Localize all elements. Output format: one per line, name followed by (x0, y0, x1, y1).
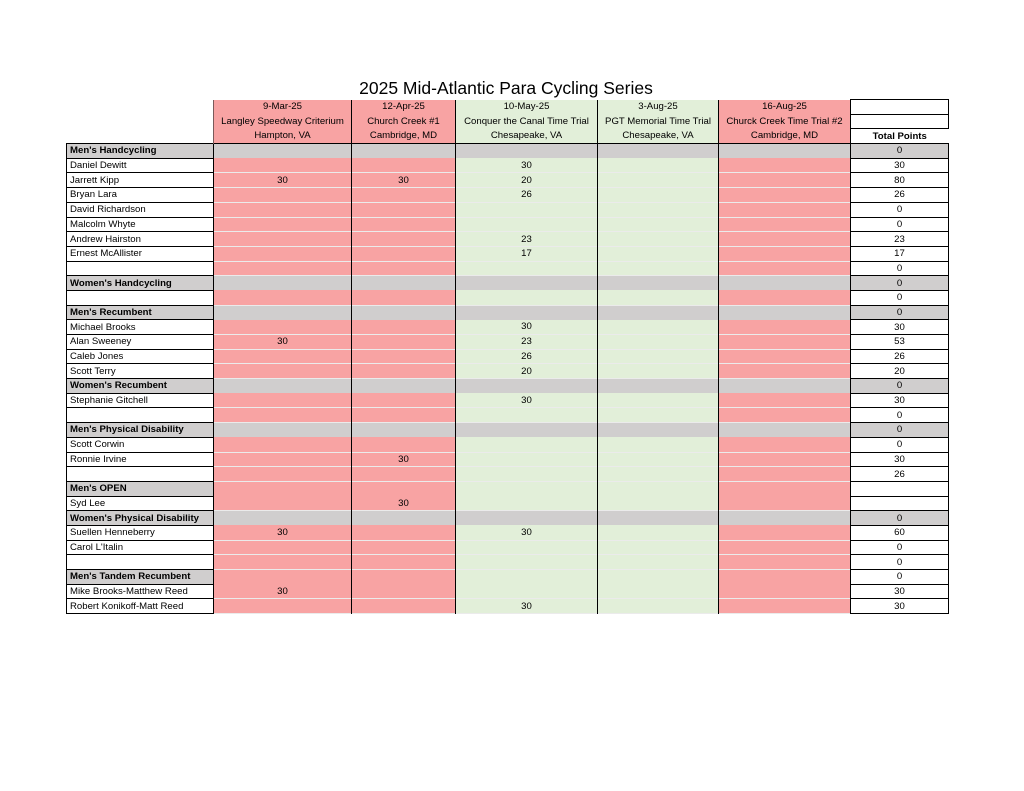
total-points-cell (851, 481, 949, 496)
score-cell-event-2 (352, 349, 456, 364)
score-cell-event-2: 30 (352, 452, 456, 467)
total-points-cell: 30 (851, 158, 949, 173)
total-points-cell: 0 (851, 202, 949, 217)
total-points-cell: 80 (851, 173, 949, 188)
score-cell-event-5 (719, 423, 851, 438)
score-cell-event-5 (719, 437, 851, 452)
category-name: Women's Handcycling (67, 276, 214, 291)
total-points-cell: 60 (851, 525, 949, 540)
score-cell-event-3 (456, 555, 598, 570)
score-cell-event-3 (456, 217, 598, 232)
score-cell-event-1 (214, 496, 352, 511)
rider-name: Scott Corwin (67, 437, 214, 452)
score-cell-event-3: 30 (456, 393, 598, 408)
total-points-cell: 23 (851, 232, 949, 247)
score-cell-event-2 (352, 276, 456, 291)
event-5-name: Churck Creek Time Trial #2 (719, 114, 851, 129)
score-cell-event-5 (719, 467, 851, 482)
score-cell-event-2 (352, 423, 456, 438)
score-cell-event-5 (719, 290, 851, 305)
score-cell-event-4 (598, 511, 719, 526)
score-cell-event-5 (719, 320, 851, 335)
score-cell-event-2 (352, 158, 456, 173)
table-row (67, 335, 949, 350)
standings-table (66, 99, 949, 614)
score-cell-event-4 (598, 364, 719, 379)
score-cell-event-4 (598, 540, 719, 555)
table-row (67, 290, 949, 305)
category-name: Men's Physical Disability (67, 423, 214, 438)
event-4-name: PGT Memorial Time Trial (598, 114, 719, 129)
event-5-location: Cambridge, MD (719, 129, 851, 144)
rider-name (67, 261, 214, 276)
score-cell-event-3 (456, 452, 598, 467)
score-cell-event-5 (719, 599, 851, 614)
score-cell-event-4 (598, 158, 719, 173)
score-cell-event-4 (598, 320, 719, 335)
score-cell-event-3 (456, 584, 598, 599)
event-1-date: 9-Mar-25 (214, 100, 352, 115)
total-points-cell: 53 (851, 335, 949, 350)
table-row (67, 246, 949, 261)
rider-name: Daniel Dewitt (67, 158, 214, 173)
score-cell-event-1 (214, 188, 352, 203)
table-row (67, 158, 949, 173)
category-name: Men's OPEN (67, 481, 214, 496)
score-cell-event-5 (719, 246, 851, 261)
rider-name: Bryan Lara (67, 188, 214, 203)
category-name: Women's Recumbent (67, 379, 214, 394)
score-cell-event-5 (719, 158, 851, 173)
table-row (67, 496, 949, 511)
score-cell-event-5 (719, 511, 851, 526)
total-points-cell: 0 (851, 423, 949, 438)
total-points-cell: 0 (851, 305, 949, 320)
score-cell-event-3 (456, 290, 598, 305)
score-cell-event-2 (352, 261, 456, 276)
score-cell-event-1 (214, 246, 352, 261)
score-cell-event-4 (598, 555, 719, 570)
event-2-location: Cambridge, MD (352, 129, 456, 144)
table-row (67, 202, 949, 217)
event-1-location: Hampton, VA (214, 129, 352, 144)
event-4-date: 3-Aug-25 (598, 100, 719, 115)
total-points-cell: 0 (851, 217, 949, 232)
score-cell-event-4 (598, 467, 719, 482)
score-cell-event-2 (352, 305, 456, 320)
score-cell-event-5 (719, 217, 851, 232)
score-cell-event-2 (352, 232, 456, 247)
score-cell-event-2 (352, 335, 456, 350)
total-header-blank-1 (851, 100, 949, 115)
score-cell-event-4 (598, 496, 719, 511)
total-points-cell: 0 (851, 570, 949, 585)
score-cell-event-3 (456, 202, 598, 217)
event-5-date: 16-Aug-25 (719, 100, 851, 115)
header-row-location (67, 129, 949, 144)
event-3-name: Conquer the Canal Time Trial (456, 114, 598, 129)
score-cell-event-3 (456, 276, 598, 291)
score-cell-event-2 (352, 437, 456, 452)
score-cell-event-4 (598, 232, 719, 247)
score-cell-event-4 (598, 246, 719, 261)
score-cell-event-4 (598, 423, 719, 438)
total-points-header: Total Points (851, 129, 949, 144)
rider-name (67, 555, 214, 570)
score-cell-event-4 (598, 570, 719, 585)
score-cell-event-5 (719, 379, 851, 394)
score-cell-event-3: 23 (456, 335, 598, 350)
table-row (67, 584, 949, 599)
score-cell-event-5 (719, 276, 851, 291)
score-cell-event-1 (214, 481, 352, 496)
score-cell-event-2 (352, 379, 456, 394)
score-cell-event-4 (598, 305, 719, 320)
score-cell-event-4 (598, 290, 719, 305)
table-row (67, 452, 949, 467)
score-cell-event-3 (456, 540, 598, 555)
score-cell-event-1 (214, 320, 352, 335)
score-cell-event-1 (214, 349, 352, 364)
category-row (67, 511, 949, 526)
score-cell-event-2 (352, 481, 456, 496)
header-corner (67, 129, 214, 144)
header-row-date (67, 100, 949, 115)
score-cell-event-4 (598, 452, 719, 467)
score-cell-event-1 (214, 144, 352, 159)
score-cell-event-1 (214, 452, 352, 467)
score-cell-event-5 (719, 144, 851, 159)
category-row (67, 305, 949, 320)
table-row (67, 525, 949, 540)
score-cell-event-4 (598, 437, 719, 452)
category-row (67, 379, 949, 394)
score-cell-event-3 (456, 144, 598, 159)
rider-name: Scott Terry (67, 364, 214, 379)
header-corner (67, 100, 214, 115)
score-cell-event-3: 30 (456, 158, 598, 173)
score-cell-event-4 (598, 261, 719, 276)
rider-name: Michael Brooks (67, 320, 214, 335)
total-points-cell: 0 (851, 379, 949, 394)
score-cell-event-3: 30 (456, 525, 598, 540)
score-cell-event-2 (352, 584, 456, 599)
total-points-cell: 0 (851, 555, 949, 570)
category-name: Women's Physical Disability (67, 511, 214, 526)
score-cell-event-4 (598, 202, 719, 217)
rider-name: Carol L'Italin (67, 540, 214, 555)
page-title: 2025 Mid-Atlantic Para Cycling Series (359, 78, 653, 98)
score-cell-event-1: 30 (214, 525, 352, 540)
rider-name (67, 290, 214, 305)
score-cell-event-1: 30 (214, 335, 352, 350)
total-points-cell: 0 (851, 276, 949, 291)
total-points-cell: 0 (851, 408, 949, 423)
rider-name: Suellen Henneberry (67, 525, 214, 540)
total-points-cell: 20 (851, 364, 949, 379)
score-cell-event-3: 17 (456, 246, 598, 261)
score-cell-event-4 (598, 217, 719, 232)
score-cell-event-3 (456, 496, 598, 511)
score-cell-event-3: 26 (456, 349, 598, 364)
event-4-location: Chesapeake, VA (598, 129, 719, 144)
rider-name: Mike Brooks-Matthew Reed (67, 584, 214, 599)
score-cell-event-2 (352, 217, 456, 232)
score-cell-event-4 (598, 393, 719, 408)
score-cell-event-3 (456, 570, 598, 585)
score-cell-event-2 (352, 599, 456, 614)
rider-name: Stephanie Gitchell (67, 393, 214, 408)
score-cell-event-1 (214, 379, 352, 394)
total-points-cell: 0 (851, 144, 949, 159)
score-cell-event-5 (719, 540, 851, 555)
event-2-date: 12-Apr-25 (352, 100, 456, 115)
score-cell-event-5 (719, 364, 851, 379)
score-cell-event-1 (214, 393, 352, 408)
category-name: Men's Handcycling (67, 144, 214, 159)
rider-name: Ronnie Irvine (67, 452, 214, 467)
score-cell-event-2 (352, 364, 456, 379)
total-header-blank-2 (851, 114, 949, 129)
rider-name (67, 467, 214, 482)
score-cell-event-3: 30 (456, 320, 598, 335)
score-cell-event-3 (456, 481, 598, 496)
score-cell-event-5 (719, 232, 851, 247)
score-cell-event-4 (598, 584, 719, 599)
score-cell-event-2 (352, 408, 456, 423)
score-cell-event-2 (352, 144, 456, 159)
rider-name (67, 408, 214, 423)
score-cell-event-3: 30 (456, 599, 598, 614)
score-cell-event-2 (352, 570, 456, 585)
score-cell-event-5 (719, 408, 851, 423)
table-row (67, 555, 949, 570)
score-cell-event-4 (598, 408, 719, 423)
total-points-cell: 17 (851, 246, 949, 261)
score-cell-event-3: 23 (456, 232, 598, 247)
score-cell-event-1 (214, 261, 352, 276)
score-cell-event-5 (719, 496, 851, 511)
total-points-cell: 26 (851, 349, 949, 364)
rider-name: Caleb Jones (67, 349, 214, 364)
score-cell-event-4 (598, 481, 719, 496)
score-cell-event-3: 26 (456, 188, 598, 203)
score-cell-event-2 (352, 555, 456, 570)
rider-name: Malcolm Whyte (67, 217, 214, 232)
score-cell-event-1 (214, 158, 352, 173)
total-points-cell: 30 (851, 393, 949, 408)
category-row (67, 481, 949, 496)
score-cell-event-1 (214, 423, 352, 438)
score-cell-event-4 (598, 349, 719, 364)
score-cell-event-5 (719, 305, 851, 320)
score-cell-event-1 (214, 408, 352, 423)
table-row (67, 173, 949, 188)
score-cell-event-1 (214, 437, 352, 452)
total-points-cell: 0 (851, 511, 949, 526)
score-cell-event-1 (214, 467, 352, 482)
rider-name: Ernest McAllister (67, 246, 214, 261)
score-cell-event-5 (719, 335, 851, 350)
score-cell-event-2 (352, 393, 456, 408)
score-cell-event-4 (598, 144, 719, 159)
score-cell-event-2 (352, 540, 456, 555)
score-cell-event-3 (456, 423, 598, 438)
score-cell-event-1 (214, 555, 352, 570)
score-cell-event-1: 30 (214, 584, 352, 599)
score-cell-event-3 (456, 511, 598, 526)
total-points-cell: 0 (851, 261, 949, 276)
score-cell-event-1 (214, 305, 352, 320)
category-row (67, 570, 949, 585)
rider-name: Jarrett Kipp (67, 173, 214, 188)
score-cell-event-5 (719, 261, 851, 276)
total-points-cell (851, 496, 949, 511)
rider-name: Robert Konikoff-Matt Reed (67, 599, 214, 614)
score-cell-event-3 (456, 437, 598, 452)
score-cell-event-5 (719, 570, 851, 585)
score-cell-event-2: 30 (352, 496, 456, 511)
score-cell-event-5 (719, 481, 851, 496)
table-row (67, 188, 949, 203)
score-cell-event-5 (719, 525, 851, 540)
table-row (67, 349, 949, 364)
score-cell-event-2 (352, 511, 456, 526)
score-cell-event-1 (214, 232, 352, 247)
total-points-cell: 0 (851, 437, 949, 452)
score-cell-event-3 (456, 379, 598, 394)
event-2-name: Church Creek #1 (352, 114, 456, 129)
table-row (67, 599, 949, 614)
table-row (67, 320, 949, 335)
score-cell-event-3 (456, 467, 598, 482)
table-row (67, 467, 949, 482)
score-cell-event-2 (352, 290, 456, 305)
table-row (67, 437, 949, 452)
event-1-name: Langley Speedway Criterium (214, 114, 352, 129)
table-row (67, 261, 949, 276)
score-cell-event-3 (456, 261, 598, 276)
rider-name: Syd Lee (67, 496, 214, 511)
score-cell-event-4 (598, 276, 719, 291)
table-row (67, 408, 949, 423)
score-cell-event-2 (352, 188, 456, 203)
total-points-cell: 26 (851, 467, 949, 482)
score-cell-event-3 (456, 305, 598, 320)
score-cell-event-2: 30 (352, 173, 456, 188)
score-cell-event-5 (719, 202, 851, 217)
score-cell-event-5 (719, 349, 851, 364)
category-name: Men's Tandem Recumbent (67, 570, 214, 585)
total-points-cell: 30 (851, 320, 949, 335)
score-cell-event-3: 20 (456, 364, 598, 379)
score-cell-event-5 (719, 555, 851, 570)
score-cell-event-3: 20 (456, 173, 598, 188)
score-cell-event-1 (214, 276, 352, 291)
table-row (67, 232, 949, 247)
table-row (67, 393, 949, 408)
table-row (67, 364, 949, 379)
score-cell-event-5 (719, 452, 851, 467)
score-cell-event-4 (598, 599, 719, 614)
score-cell-event-4 (598, 188, 719, 203)
score-cell-event-2 (352, 467, 456, 482)
score-cell-event-1 (214, 364, 352, 379)
score-cell-event-3 (456, 408, 598, 423)
event-3-location: Chesapeake, VA (456, 129, 598, 144)
rider-name: Alan Sweeney (67, 335, 214, 350)
score-cell-event-1 (214, 202, 352, 217)
score-cell-event-1 (214, 599, 352, 614)
score-cell-event-5 (719, 584, 851, 599)
table-row (67, 217, 949, 232)
score-cell-event-4 (598, 379, 719, 394)
header-corner (67, 114, 214, 129)
score-cell-event-1 (214, 540, 352, 555)
score-cell-event-1 (214, 217, 352, 232)
score-cell-event-4 (598, 335, 719, 350)
category-row (67, 423, 949, 438)
header-row-name (67, 114, 949, 129)
score-cell-event-2 (352, 202, 456, 217)
score-cell-event-2 (352, 320, 456, 335)
category-row (67, 276, 949, 291)
total-points-cell: 0 (851, 290, 949, 305)
score-cell-event-1: 30 (214, 173, 352, 188)
category-name: Men's Recumbent (67, 305, 214, 320)
score-cell-event-1 (214, 570, 352, 585)
score-cell-event-5 (719, 393, 851, 408)
score-cell-event-4 (598, 525, 719, 540)
score-cell-event-2 (352, 525, 456, 540)
score-cell-event-4 (598, 173, 719, 188)
score-cell-event-2 (352, 246, 456, 261)
total-points-cell: 0 (851, 540, 949, 555)
rider-name: David Richardson (67, 202, 214, 217)
total-points-cell: 30 (851, 584, 949, 599)
total-points-cell: 30 (851, 452, 949, 467)
score-cell-event-1 (214, 511, 352, 526)
total-points-cell: 26 (851, 188, 949, 203)
event-3-date: 10-May-25 (456, 100, 598, 115)
score-cell-event-5 (719, 173, 851, 188)
score-cell-event-5 (719, 188, 851, 203)
rider-name: Andrew Hairston (67, 232, 214, 247)
table-row (67, 540, 949, 555)
score-cell-event-1 (214, 290, 352, 305)
total-points-cell: 30 (851, 599, 949, 614)
category-row (67, 144, 949, 159)
